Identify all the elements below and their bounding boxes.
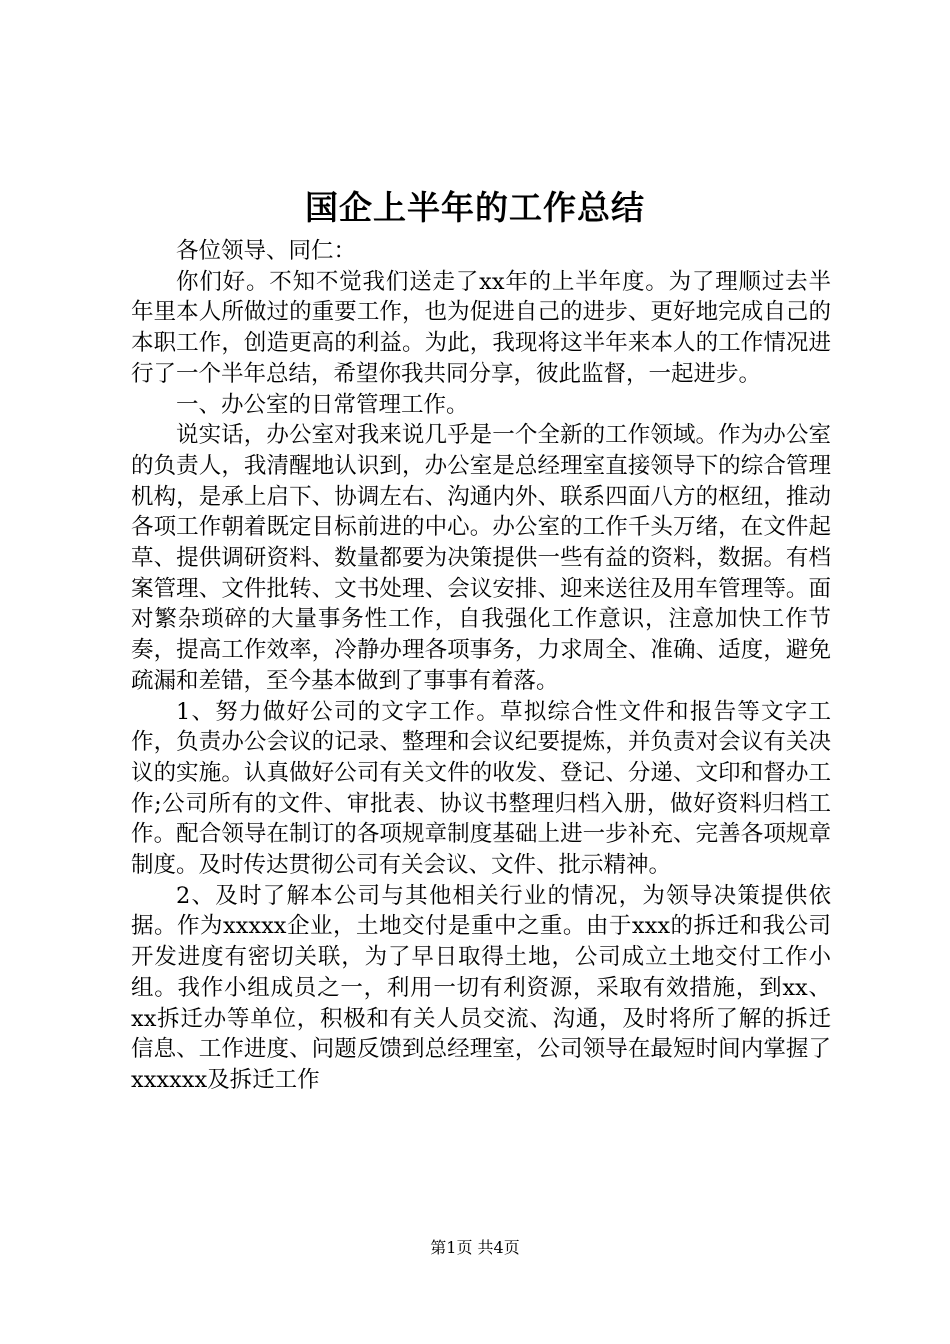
paragraph-item-2-industry: 2、及时了解本公司与其他相关行业的情况，为领导决策提供依据。作为xxxxx企业，土地交付是重中之重。由于xxx的拆迁和我公司开发进度有密切关联，为了早日取得土地，公司成立土地交付工作小组。我作小组成员之一，利用一切有利资源，采取有效措施，到xx、xx拆迁办等单位，积极和有关人员交流、沟通，及时将所了解的拆迁信息、工作进度、问题反馈到总经理室，公司领导在最短时间内掌握了xxxxxx及拆迁工作	[131, 882, 831, 1093]
paragraph-greeting: 各位领导、同仁：	[176, 238, 357, 264]
document-title: 国企上半年的工作总结	[305, 188, 645, 227]
page-number-footer: 第1页 共4页	[430, 1238, 520, 1257]
paragraph-office-overview: 说实话，办公室对我来说几乎是一个全新的工作领域。作为办公室的负责人，我清醒地认识到，办公室是总经理室直接领导下的综合管理机构，是承上启下、协调左右、沟通内外、联系四面八方的枢纽，推动各项工作朝着既定目标前进的中心。办公室的工作千头万绪，在文件起草、提供调研资料、数量都要为决策提供一些有益的资料，数据。有档案管理、文件批转、文书处理、会议安排、迎来送往及用车管理等。面对繁杂琐碎的大量事务性工作，自我强化工作意识，注意加快工作节奏，提高工作效率，冷静办理各项事务，力求周全、准确、适度，避免疏漏和差错，至今基本做到了事事有着落。	[131, 422, 831, 694]
paragraph-intro: 你们好。不知不觉我们送走了xx年的上半年度。为了理顺过去半年里本人所做过的重要工作，也为促进自己的进步、更好地完成自己的本职工作，创造更高的利益。为此，我现将这半年来本人的工作情况进行了一个半年总结，希望你我共同分享，彼此监督，一起进步。	[131, 268, 831, 387]
paragraph-item-1-writing: 1、努力做好公司的文字工作。草拟综合性文件和报告等文字工作，负责办公会议的记录、整理和会议纪要提炼，并负责对会议有关决议的实施。认真做好公司有关文件的收发、登记、分递、文印和督办工作;公司所有的文件、审批表、协议书整理归档入册，做好资料归档工作。配合领导在制订的各项规章制度基础上进一步补充、完善各项规章制度。及时传达贯彻公司有关会议、文件、批示精神。	[131, 698, 831, 879]
document-body	[131, 236, 831, 1096]
section-heading-office-management: 一、办公室的日常管理工作。	[176, 391, 469, 418]
